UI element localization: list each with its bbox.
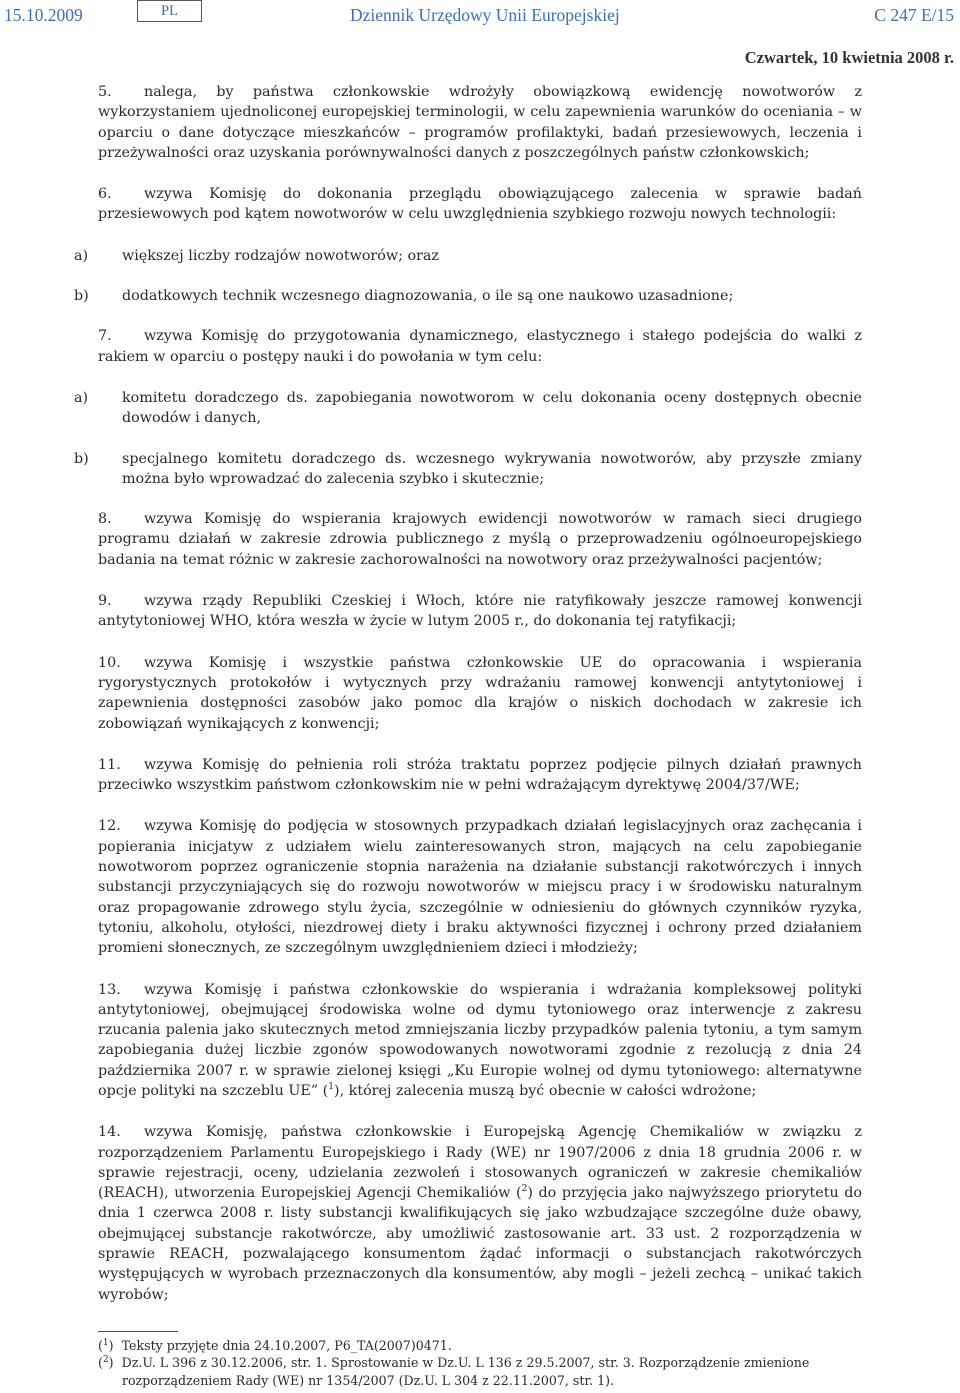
paragraph-text-continued: ) do przyjęcia jako najwyższego priorytetu do dnia 1 czerwca 2008 r. listy substancji kwalifikujących się jako wzbudzające szczególne duże obawy, obejmującej substancje rakotwórcze, aby umożliwić zastosowanie art. 33 ust. 2 rozporządzenia w sprawie REACH, pozwalającego konsumentom żądać informacji o substancjach rakotwórczych występujących w wyrobach przeznaczonych dla konsumentów, aby mogli – jeżeli zechcą – unikać takich wyrobów;: [98, 1185, 862, 1303]
footnote-reference[interactable]: 1: [328, 1082, 334, 1093]
subpoint-text: specjalnego komitetu doradczego ds. wczesnego wykrywania nowotworów, aby przyszłe zmiany można było wprowadzać do zalecenia szybko i skutecznie;: [122, 450, 862, 487]
subpoint-7a: [74, 388, 862, 429]
subpoint-7b: [74, 449, 862, 490]
paragraph-text: wzywa rządy Republiki Czeskiej i Włoch, które nie ratyfikowały jeszcze ramowej konwencji antytytoniowej WHO, która weszła w życie w lutym 2005 r., do dokonania tej ratyfikacji;: [98, 593, 862, 630]
footnote-text: Dz.U. L 396 z 30.12.2006, str. 1. Sprostowanie w Dz.U. L 136 z 29.5.2007, str. 3. Rozporządzenie zmienione rozporządzeniem Rady (WE) nr 1354/2007 (Dz.U. L 304 z 22.11.2007, str. 1).: [121, 1355, 810, 1388]
paragraph-10: [98, 653, 862, 734]
paragraph-11: [98, 755, 862, 796]
paragraph-text: wzywa Komisję do wspierania krajowych ewidencji nowotworów w ramach sieci drugiego programu działań w zakresie zdrowia publicznego z myślą o przeprowadzeniu ogólnoeuropejskiego badania na temat różnic w zakresie zachorowalności na nowotwory oraz przeżywalności pacjentów;: [98, 511, 862, 568]
session-date: Czwartek, 10 kwietnia 2008 r.: [744, 48, 954, 67]
footnote-paren: ): [108, 1355, 114, 1371]
paragraph-number: 9.: [98, 593, 112, 610]
paragraph-text: nalega, by państwa członkowskie wdrożyły obowiązkową ewidencję nowotworów z wykorzystaniem ujednoliconej europejskiej terminologii, w celu zapewnienia warunków do oceniania – w oparciu o dane dotyczące mieszkańców – programów profilaktyki, badań przesiewowych, leczenia i przeżywalności oraz uzyskania porównywalności danych z poszczególnych państw członkowskich;: [98, 84, 862, 161]
footnote-divider: [98, 1331, 178, 1332]
footnote-1: [98, 1337, 862, 1354]
paragraph-7: [98, 326, 862, 367]
journal-title: Dziennik Urzędowy Unii Europejskiej: [350, 5, 620, 25]
paragraph-number: 12.: [98, 818, 121, 835]
document-body: [74, 82, 862, 1326]
footnote-2: [98, 1354, 862, 1389]
paragraph-text: wzywa Komisję do pełnienia roli stróża traktatu poprzez podjęcie pilnych działań prawnych przeciwko wszystkim państwom członkowskim nie w pełni wdrażającym dyrektywę 2004/37/WE;: [98, 756, 862, 794]
subpoint-text: większej liczby rodzajów nowotworów; oraz: [122, 247, 439, 264]
paragraph-13: [98, 980, 862, 1102]
footnote-paren: ): [108, 1338, 114, 1353]
paragraph-number: 10.: [98, 654, 121, 671]
paragraph-number: 14.: [98, 1124, 121, 1141]
subpoint-letter: a): [74, 389, 89, 406]
paragraph-14: [98, 1122, 862, 1305]
subpoint-letter: a): [74, 247, 89, 264]
subpoint-6b: [74, 286, 862, 306]
subpoint-6a: [74, 246, 862, 266]
footnote-text: Teksty przyjęte dnia 24.10.2007, P6_TA(2007)0471.: [121, 1338, 452, 1353]
footnotes: [98, 1337, 862, 1389]
footnote-reference[interactable]: 2: [521, 1184, 528, 1195]
paragraph-text: wzywa Komisję i wszystkie państwa członkowskie UE do opracowania i wspierania rygorystycznych protokołów i wytycznych przy wdrażaniu ramowej konwencji antytytoniowej i zapewnienia dostępności zasobów jako pomoc dla krajów o niskich dochodach w zakresie ich zobowiązań wynikających z konwencji;: [98, 654, 862, 732]
paragraph-text: wzywa Komisję do dokonania przeglądu obowiązującego zalecenia w sprawie badań przesiewowych pod kątem nowotworów w celu uwzględnienia szybkiego rozwoju nowych technologii:: [98, 186, 862, 223]
paragraph-number: 6.: [98, 186, 112, 203]
journal-reference: C 247 E/15: [874, 5, 954, 25]
paragraph-number: 8.: [98, 511, 112, 528]
paragraph-text: wzywa Komisję do podjęcia w stosownych przypadkach działań legislacyjnych oraz zachęcania i popierania inicjatyw z udziałem wielu zainteresowanych stron, mających na celu zapobieganie nowotworom poprzez ograniczenie stopnia narażenia na działanie substancji rakotwórczych i innych substancji przyczyniających się do rozwoju nowotworów w miejscu pracy i w środowisku naturalnym oraz propagowanie zdrowego stylu życia, szczególnie w odniesieniu do głównych czynników ryzyka, tytoniu, alkoholu, otyłości, niezdrowej diety i braku aktywności fizycznej i ochrony przed działaniem promieni słonecznych, ze szczególnym uwzględnieniem dzieci i młodzieży;: [98, 818, 862, 957]
paragraph-number: 13.: [98, 981, 121, 998]
language-code-box: PL: [137, 0, 202, 22]
paragraph-number: 5.: [98, 84, 112, 100]
footnote-paren: (: [98, 1355, 103, 1371]
paragraph-9: [98, 591, 862, 632]
subpoint-text: komitetu doradczego ds. zapobiegania nowotworom w celu dokonania oceny dostępnych obecnie dowodów i danych,: [122, 389, 862, 427]
footnote-mark: 1: [102, 1337, 109, 1348]
paragraph-text: wzywa Komisję do przygotowania dynamicznego, elastycznego i stałego podejścia do walki z rakiem w oparciu o postępy nauki i do powołania w tym celu:: [98, 328, 862, 365]
page-header: [0, 0, 960, 34]
paragraph-8: [98, 509, 862, 570]
paragraph-12: [98, 816, 862, 958]
paragraph-number: 7.: [98, 328, 112, 345]
footnote-mark: 2: [102, 1355, 109, 1366]
paragraph-5: [98, 82, 862, 163]
paragraph-text: wzywa Komisję, państwa członkowskie i Europejską Agencję Chemikaliów w związku z rozporządzeniem Parlamentu Europejskiego i Rady (WE) nr 1907/2006 z dnia 18 grudnia 2006 r. w sprawie rejestracji, oceny, udzielania zezwoleń i stosowanych ograniczeń w zakresie chemikaliów (REACH), utworzenia Europejskiej Agencji Chemikaliów (: [98, 1124, 862, 1202]
paragraph-text-continued: ), której zalecenia muszą być obecnie w całości wdrożone;: [334, 1082, 757, 1099]
paragraph-6: [98, 184, 862, 225]
publication-date: 15.10.2009: [4, 5, 83, 25]
footnote-paren: (: [98, 1338, 103, 1353]
subpoint-letter: b): [74, 288, 89, 305]
paragraph-text: wzywa Komisję i państwa członkowskie do wspierania i wdrażania kompleksowej polityki antytytoniowej, obejmującej środowiska wolne od dymu tytoniowego oraz interwencje z zakresu rzucania palenia jako skutecznych metod zmniejszania liczby przypadków palenia tytoniu, a tym samym zapobiegania dużej liczbie zgonów spowodowanych nowotworami zgodnie z rezolucją z dnia 24 października 2007 r. w sprawie zielonej księgi „Ku Europie wolnej od dymu tytoniowego: alternatywne opcje polityki na szczeblu UE” (: [98, 981, 862, 1099]
paragraph-number: 11.: [98, 756, 121, 773]
subpoint-letter: b): [74, 450, 89, 467]
subpoint-text: dodatkowych technik wczesnego diagnozowania, o ile są one naukowo uzasadnione;: [122, 288, 734, 305]
